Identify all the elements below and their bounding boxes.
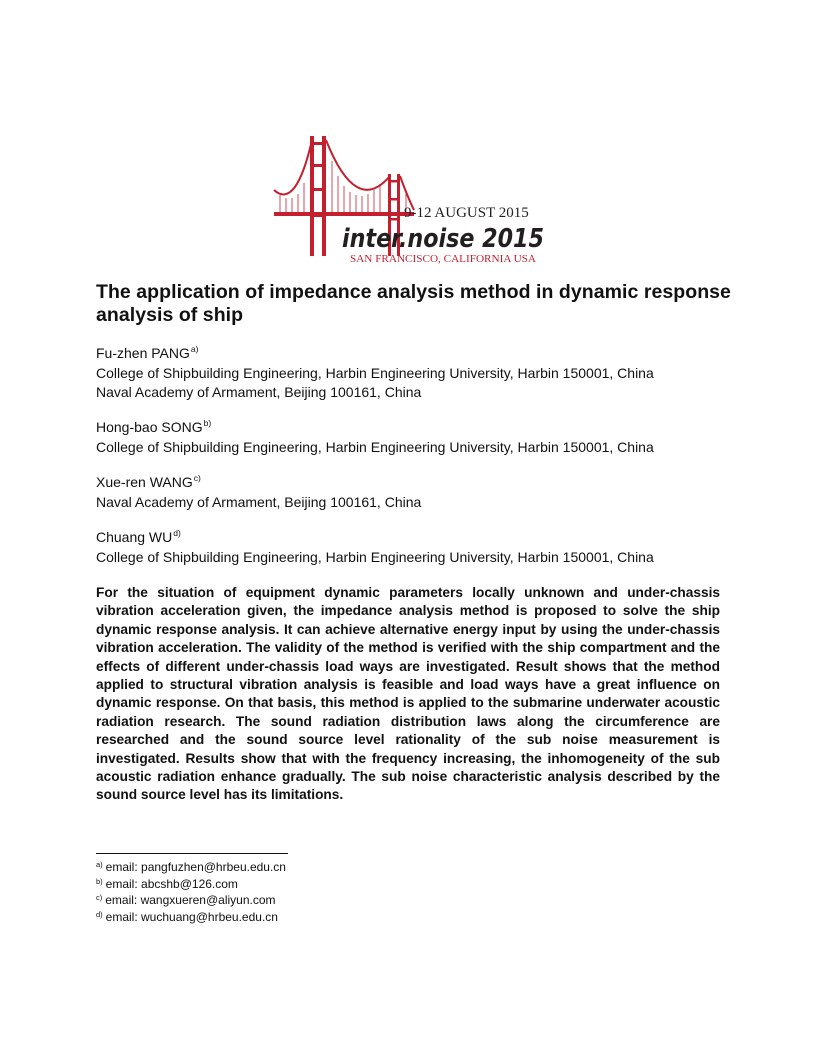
footnote-mark: d) [173, 528, 181, 538]
conference-logo [272, 128, 552, 268]
footnote-text: email: pangfuzhen@hrbeu.edu.cn [105, 860, 286, 874]
author-block [96, 473, 736, 512]
author-name: Hong-bao SONG [96, 419, 203, 435]
author-affiliation: College of Shipbuilding Engineering, Harbin Engineering University, Harbin 150001, China [96, 365, 654, 381]
author-name-row [96, 344, 736, 364]
footnote-mark: c) [193, 473, 201, 483]
footnote [96, 910, 496, 927]
footnote [96, 860, 496, 877]
logo-location: SAN FRANCISCO, CALIFORNIA USA [350, 254, 537, 265]
author-block [96, 528, 736, 567]
author-name-row [96, 418, 736, 438]
author-affiliation: Naval Academy of Armament, Beijing 100161, China [96, 384, 422, 400]
footnote [96, 877, 496, 894]
author-name: Fu-zhen PANG [96, 345, 190, 361]
author-list [96, 344, 736, 583]
footnote-text: email: wangxueren@aliyun.com [105, 893, 276, 908]
footnote-divider [96, 853, 288, 854]
footnote-mark: c) [96, 893, 103, 903]
footnote-mark: b) [203, 418, 212, 428]
author-affiliation: College of Shipbuilding Engineering, Harbin Engineering University, Harbin 150001, China [96, 439, 654, 455]
footnote-mark: a) [190, 344, 199, 354]
author-affiliation: College of Shipbuilding Engineering, Harbin Engineering University, Harbin 150001, China [96, 549, 654, 565]
author-name: Xue-ren WANG [96, 474, 193, 490]
author-name-row [96, 528, 736, 548]
author-name: Chuang WU [96, 529, 173, 545]
author-block [96, 418, 736, 457]
golden-gate-bridge-logo [272, 128, 552, 268]
paper-title: The application of impedance analysis method in dynamic response analysis of ship [96, 281, 731, 326]
author-block [96, 344, 736, 402]
footnote-mark: a) [96, 860, 103, 869]
logo-brand: inter.noise 2015 [342, 224, 544, 254]
footnote [96, 893, 496, 910]
logo-dates: 9-12 AUGUST 2015 [404, 205, 529, 221]
author-affiliation: Naval Academy of Armament, Beijing 100161, China [96, 494, 422, 510]
footnote-mark: d) [96, 909, 103, 919]
footnote-text: email: wuchuang@hrbeu.edu.cn [105, 909, 278, 924]
footnotes [96, 860, 496, 926]
footnote-text: email: abcshb@126.com [105, 876, 238, 891]
abstract: For the situation of equipment dynamic parameters locally unknown and under-chassis vibration acceleration given, the impedance analysis method is proposed to solve the ship dynamic response analysis. It can achieve alternative energy input by using the under-chassis vibration acceleration. The validity of the method is verified with the ship compartment and the effects of different under-chassis load ways are investigated. Result shows that the method applied to structural vibration analysis is feasible and load ways have a great influence on dynamic response. On that basis, this method is applied to the submarine underwater acoustic radiation research. The sound radiation distribution laws along the circumference are researched and the sound source level rationality of the sub noise measurement is investigated. Results show that with the frequency increasing, the inhomogeneity of the sub acoustic radiation enhance gradually. The sub noise characteristic analysis described by the sound source level has its limitations. [96, 585, 720, 803]
author-name-row [96, 473, 736, 493]
footnote-mark: b) [96, 876, 103, 886]
